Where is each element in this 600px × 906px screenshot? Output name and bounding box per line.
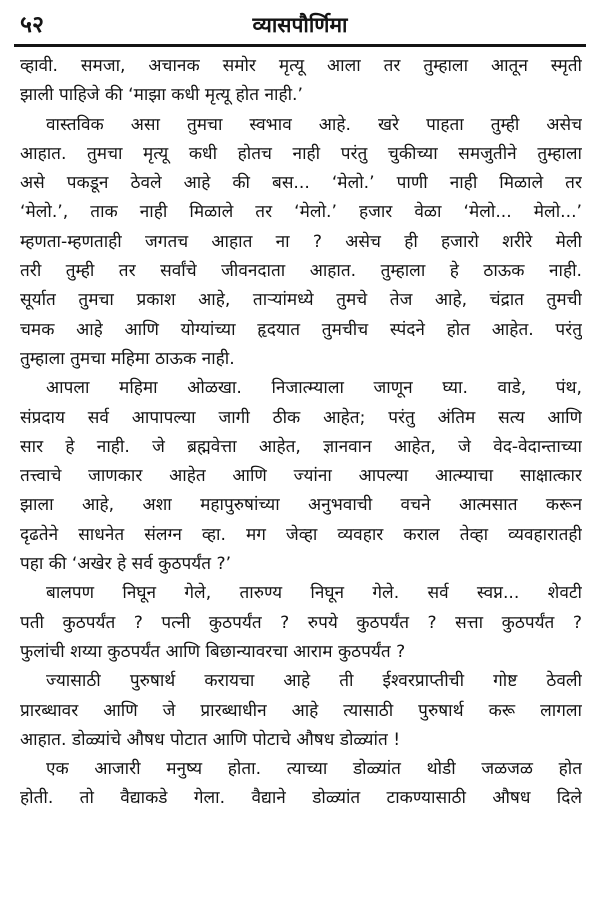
text-line: व्हावी. समजा, अचानक समोर मृत्यू आला तर तुम्हाला आतून स्मृती [20,56,582,76]
text-line: फुलांची शय्या कुठपर्यंत आणि बिछान्यावरचा आराम कुठपर्यंत ? [20,641,406,662]
text-line: एक आजारी मनुष्य होता. त्याच्या डोळ्यांत थोडी जळजळ होत [46,759,582,780]
text-line: दृढतेने साधनेत संलग्न व्हा. मग जेव्हा व्यवहार कराल तेव्हा व्यवहारातही [20,524,582,545]
text-line: चमक आहे आणि योग्यांच्या हृदयात तुमचीच स्पंदने होत आहेत. परंतु [20,319,582,340]
text-line: प्रारब्धावर आणि जे प्रारब्धाधीन आहे त्यासाठी पुरुषार्थ करू लागला [20,700,582,721]
text-line: सूर्यात तुमचा प्रकाश आहे, ताऱ्यांमध्ये तुमचे तेज आहे, चंद्रात तुमची [20,290,582,311]
text-line: असे पकडून ठेवले आहे की बस... ‘मेलो.’ पाणी नाही मिळाले तर [20,173,582,194]
text-line: होती. तो वैद्याकडे गेला. वैद्याने डोळ्यांत टाकण्यासाठी औषध दिले [20,788,582,809]
text-line: तत्त्वाचे जाणकार आहेत आणि ज्यांना आपल्या आत्म्याचा साक्षात्कार [20,466,582,487]
text-line: आपला महिमा ओळखा. निजात्म्याला जाणून घ्या. वाडे, पंथ, [46,378,582,399]
text-line: बालपण निघून गेले, तारुण्य निघून गेले. सर्व स्वप्न... शेवटी [46,583,582,604]
text-line: ज्यासाठी पुरुषार्थ करायचा आहे ती ईश्वरप्राप्तीची गोष्ट ठेवली [46,671,582,692]
header-rule [14,44,586,47]
text-line: झाला आहे, अशा महापुरुषांच्या अनुभवाची वचने आत्मसात करून [20,495,582,516]
page-header [14,4,586,44]
text-line: पती कुठपर्यंत ? पत्नी कुठपर्यंत ? रुपये कुठपर्यंत ? सत्ता कुठपर्यंत ? [20,612,582,633]
text-line: ‘मेलो.’, ताक नाही मिळाले तर ‘मेलो.’ हजार वेळा ‘मेलो... मेलो...’ [20,202,582,223]
text-line: झाली पाहिजे की ‘माझा कधी मृत्यू होत नाही.’ [20,85,303,106]
text-line: म्हणता-म्हणताही जगतच आहात ना ? असेच ही हजारो शरीरे मेली [20,231,582,252]
text-line: संप्रदाय सर्व आपापल्या जागी ठीक आहेत; परंतु अंतिम सत्य आणि [20,407,582,428]
text-line: आहात. तुमचा मृत्यू कधी होतच नाही परंतु चुकीच्या समजुतीने तुम्हाला [20,143,582,164]
page-number: ५२ [20,12,44,38]
body-text [20,52,582,814]
running-title: व्यासपौर्णिमा [252,13,348,37]
text-line: तरी तुम्ही तर सर्वांचे जीवनदाता आहात. तुम्हाला हे ठाऊक नाही. [20,261,582,282]
text-line: पहा की ‘अखेर हे सर्व कुठपर्यंत ?’ [20,554,232,575]
text-line: वास्तविक असा तुमचा स्वभाव आहे. खरे पाहता तुम्ही असेच [46,114,582,135]
text-line: आहात. डोळ्यांचे औषध पोटात आणि पोटाचे औषध डोळ्यांत ! [20,729,401,750]
text-line: सार हे नाही. जे ब्रह्मवेत्ता आहेत, ज्ञानवान आहेत, जे वेद-वेदान्ताच्या [20,436,582,457]
text-line: तुम्हाला तुमचा महिमा ठाऊक नाही. [20,348,235,369]
